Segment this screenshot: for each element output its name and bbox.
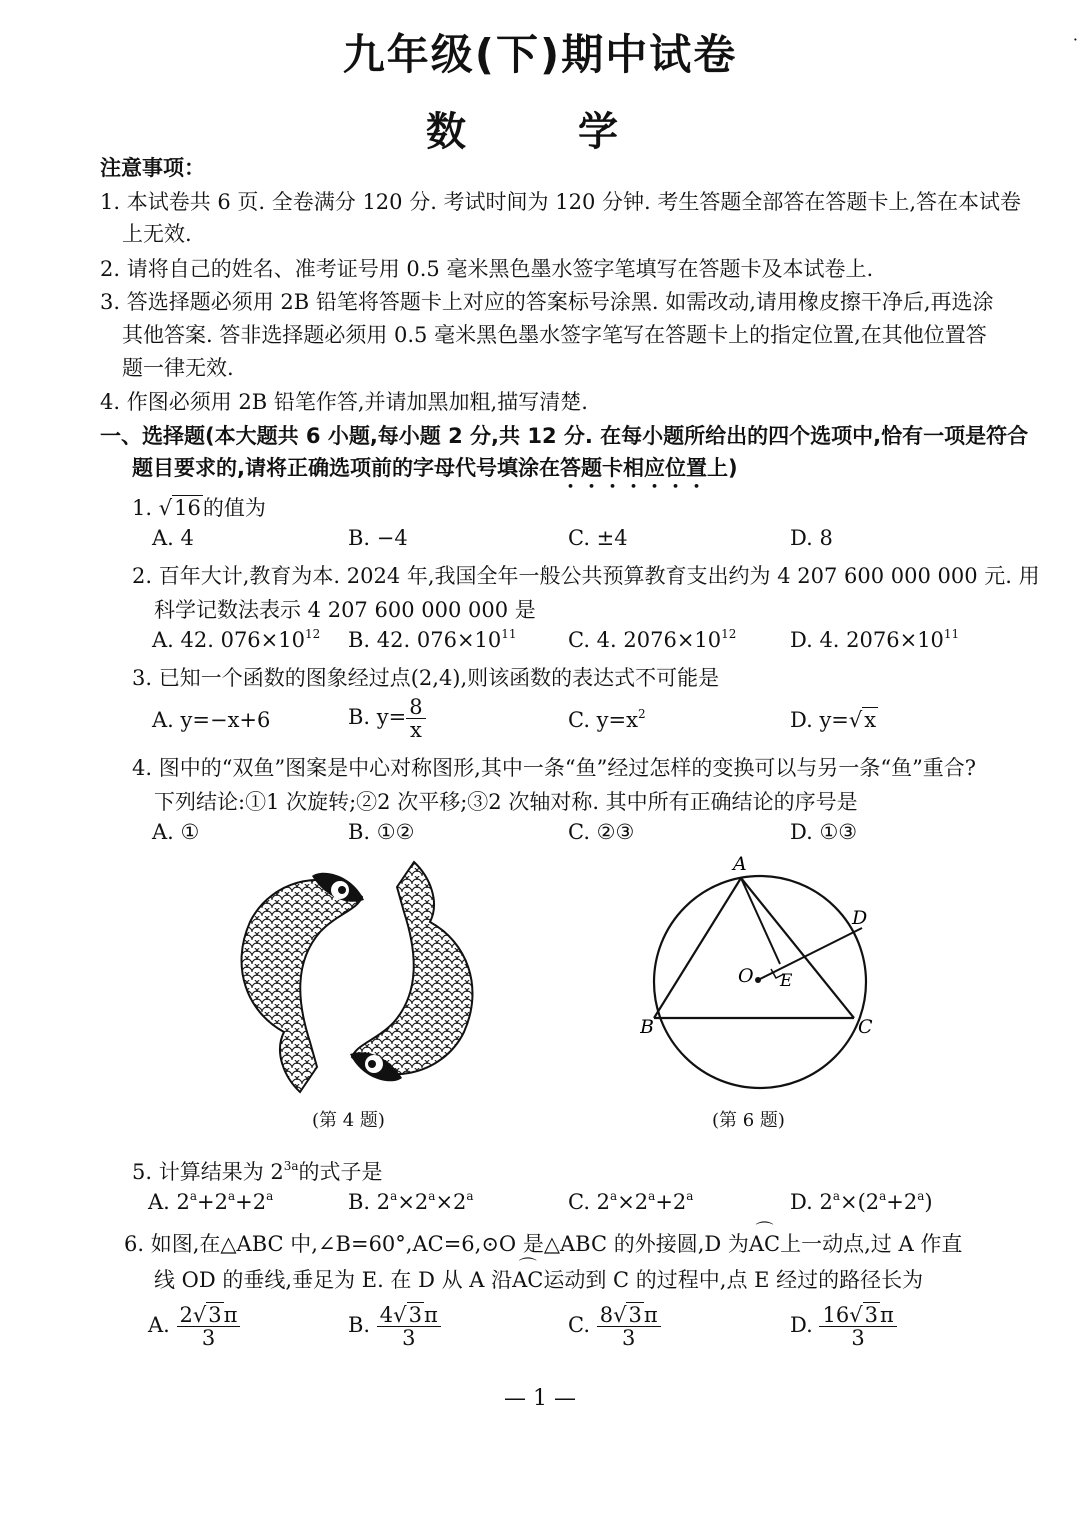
- question-4-line2: 下列结论:①1 次旋转;②2 次平移;③2 次轴对称. 其中所有正确结论的序号是: [154, 790, 858, 814]
- q6-option-c: C. $\frac{8√3\pi}{3}$: [568, 1304, 661, 1349]
- section-1-line2: 题目要求的,请将正确选项前的字母代号填涂在答题卡相应位置上): [132, 456, 738, 480]
- circle-triangle-figure: [640, 850, 880, 1095]
- fish-upper: [242, 873, 364, 1092]
- note-3b: 其他答案. 答非选择题必须用 0.5 毫米黑色墨水签字笔写在答题卡上的指定位置,在其他位置答: [122, 323, 987, 347]
- note-4: 4. 作图必须用 2B 铅笔作答,并请加黑加粗,描写清楚.: [100, 390, 588, 414]
- label-c: C: [858, 1016, 873, 1038]
- q1-option-c: C. ±4: [568, 526, 628, 550]
- q4-option-d: D. ①③: [790, 820, 858, 844]
- q2-option-c: C. 4. $2076\times 10^{12}$: [568, 627, 737, 652]
- q4-option-a: A. ①: [152, 820, 200, 844]
- q2-option-d: D. 4. $2076\times 10^{11}$: [790, 627, 960, 652]
- q4-option-b: B. ①②: [348, 820, 415, 844]
- q5-option-a: A. $2^a+2^a+2^a$: [148, 1189, 274, 1214]
- figure-6-caption: (第 6 题): [712, 1110, 785, 1131]
- note-3c: 题一律无效.: [122, 356, 234, 380]
- page-number: — 1 —: [504, 1386, 576, 1411]
- q1-option-d: D. 8: [790, 526, 833, 550]
- question-4-line1: 4. 图中的“双鱼”图案是中心对称图形,其中一条“鱼”经过怎样的变换可以与另一条“鱼”重合?: [132, 756, 977, 780]
- q3-option-c: C. $y=x^2$: [568, 707, 646, 732]
- label-e: E: [780, 971, 793, 991]
- corner-mark: ·: [1072, 30, 1078, 49]
- note-3a: 3. 答选择题必须用 2B 铅笔将答题卡上对应的答案标号涂黑. 如需改动,请用橡皮擦干净后,再选涂: [100, 290, 994, 314]
- q6-option-d: D. $\frac{16√3\pi}{3}$: [790, 1304, 897, 1349]
- question-5-stem: 5. 计算结果为 $2^{3a}$的式子是: [132, 1159, 383, 1184]
- q2-option-a: A. 42. $076\times 10^{12}$: [152, 627, 321, 652]
- q6-option-a: A. $\frac{2√3\pi}{3}$: [148, 1304, 240, 1349]
- q5-option-b: B. $2^a\times 2^a\times 2^a$: [348, 1189, 474, 1214]
- label-b: B: [640, 1016, 654, 1038]
- q3-option-b: B. y= $\frac{8}{x}$: [348, 696, 426, 741]
- q2-option-b: B. 42. $076\times 10^{11}$: [348, 627, 517, 652]
- question-6-line2: 线 OD 的垂线,垂足为 E. 在 D 从 A 沿⌒ AC运动到 C 的过程中,点 E 经过的路径长为: [154, 1264, 923, 1294]
- q6-option-b: B. $\frac{4√3\pi}{3}$: [348, 1304, 441, 1349]
- notes-heading: 注意事项：: [100, 156, 205, 180]
- q1-option-a: A. 4: [152, 526, 194, 550]
- subject-title: 数 学: [426, 109, 654, 155]
- q3-option-a: A. y=−x+6: [152, 708, 271, 732]
- label-d: D: [852, 907, 868, 929]
- question-3-stem: 3. 已知一个函数的图象经过点(2,4),则该函数的表达式不可能是: [132, 666, 720, 690]
- note-1b: 上无效.: [122, 222, 192, 246]
- q1-option-b: B. −4: [348, 526, 408, 550]
- q5-option-c: C. $2^a\times 2^a+2^a$: [568, 1189, 694, 1214]
- question-1-stem: 1. √16的值为: [132, 496, 266, 520]
- fish-lower: [350, 862, 472, 1081]
- q4-option-c: C. ②③: [568, 820, 635, 844]
- label-o: O: [738, 965, 754, 987]
- page-title: 九年级(下)期中试卷: [342, 30, 738, 79]
- label-a: A: [733, 853, 747, 875]
- note-1a: 1. 本试卷共 6 页. 全卷满分 120 分. 考试时间为 120 分钟. 考生答题全部答在答题卡上,答在本试卷: [100, 190, 1022, 214]
- question-6-line1: 6. 如图,在△ABC 中,∠B=60°,AC=6,⊙O 是△ABC 的外接圆,D 为⌒ AC上一动点,过 A 作直: [124, 1228, 962, 1258]
- section-1-line1: 一、选择题(本大题共 6 小题,每小题 2 分,共 12 分. 在每小题所给出的四个选项中,恰有一项是符合: [100, 424, 1029, 448]
- q3-option-d: D. y=√x: [790, 708, 877, 732]
- figure-4-caption: (第 4 题): [312, 1110, 385, 1131]
- question-2-line2: 科学记数法表示 4 207 600 000 000 是: [154, 598, 536, 622]
- double-fish-figure: [222, 852, 492, 1102]
- question-2-line1: 2. 百年大计,教育为本. 2024 年,我国全年一般公共预算教育支出约为 4 207 600 000 000 元. 用: [132, 564, 1040, 588]
- q5-option-d: D. $2^a\times(2^a+2^a)$: [790, 1189, 933, 1214]
- note-2: 2. 请将自己的姓名、准考证号用 0.5 毫米黑色墨水签字笔填写在答题卡及本试卷上.: [100, 257, 874, 281]
